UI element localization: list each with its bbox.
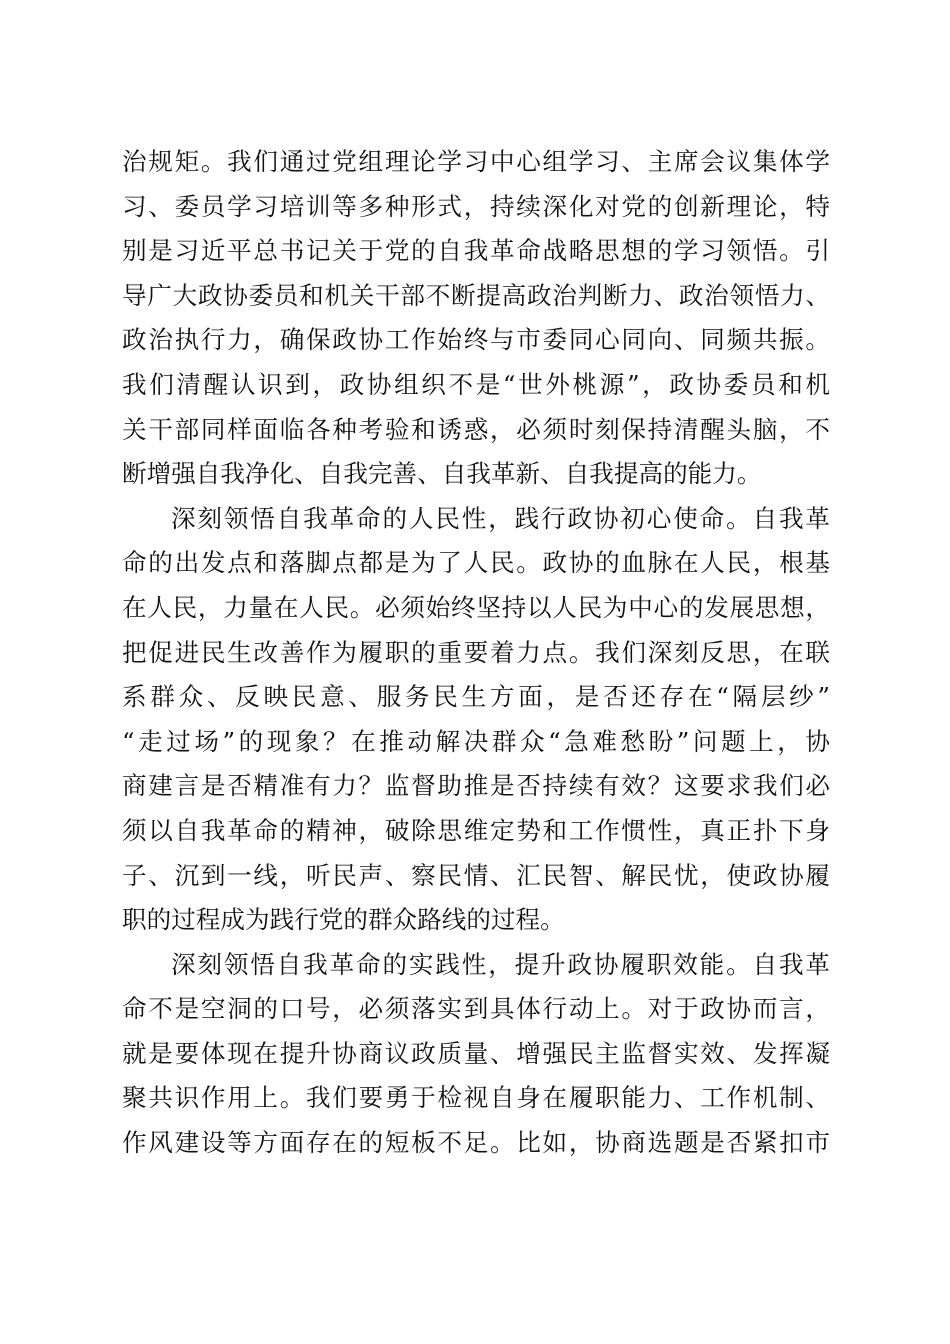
- body-text: [122, 140, 830, 1166]
- text-line: 命不是空洞的口号，必须落实到具体行动上。对于政协而言，: [122, 994, 830, 1024]
- text-line: 就是要体现在提升协商议政质量、增强民主监督实效、发挥凝: [122, 1038, 830, 1068]
- text-line: 别是习近平总书记关于党的自我革命战略思想的学习领悟。引: [122, 236, 830, 266]
- text-line: 断增强自我净化、自我完善、自我革新、自我提高的能力。: [122, 459, 762, 489]
- text-line: 我们清醒认识到，政协组织不是“世外桃源”，政协委员和机: [122, 369, 830, 399]
- text-line: 治规矩。我们通过党组理论学习中心组学习、主席会议集体学: [122, 147, 830, 176]
- text-line: 命的出发点和落脚点都是为了人民。政协的血脉在人民，根基: [122, 548, 830, 578]
- text-line: 系群众、反映民意、服务民生方面，是否还存在“隔层纱”: [122, 682, 830, 712]
- text-line: 习、委员学习培训等多种形式，持续深化对党的创新理论，特: [122, 191, 830, 221]
- text-line: 职的过程成为践行党的群众路线的过程。: [122, 905, 565, 935]
- text-line: 关干部同样面临各种考验和诱惑，必须时刻保持清醒头脑，不: [122, 414, 830, 444]
- text-line: 政治执行力，确保政协工作始终与市委同心同向、同频共振。: [122, 325, 830, 355]
- text-line: 把促进民生改善作为履职的重要着力点。我们深刻反思，在联: [122, 637, 830, 667]
- text-line: 商建言是否精准有力？监督助推是否持续有效？这要求我们必: [122, 771, 830, 801]
- paragraph-first-line: 深刻领悟自我革命的实践性，提升政协履职效能。自我革: [171, 949, 830, 979]
- text-line: 须以自我革命的精神，破除思维定势和工作惯性，真正扑下身: [122, 815, 830, 845]
- text-line: 导广大政协委员和机关干部不断提高政治判断力、政治领悟力、: [122, 280, 830, 310]
- text-line: 作风建设等方面存在的短板不足。比如，协商选题是否紧扣市: [122, 1128, 830, 1158]
- text-line: 聚共识作用上。我们要勇于检视自身在履职能力、工作机制、: [122, 1083, 830, 1113]
- text-line: “走过场”的现象？在推动解决群众“急难愁盼”问题上，协: [122, 726, 830, 756]
- paragraph-first-line: 深刻领悟自我革命的人民性，践行政协初心使命。自我革: [171, 503, 830, 533]
- text-line: 在人民，力量在人民。必须始终坚持以人民为中心的发展思想，: [122, 592, 830, 622]
- text-line: 子、沉到一线，听民声、察民情、汇民智、解民忧，使政协履: [122, 860, 830, 890]
